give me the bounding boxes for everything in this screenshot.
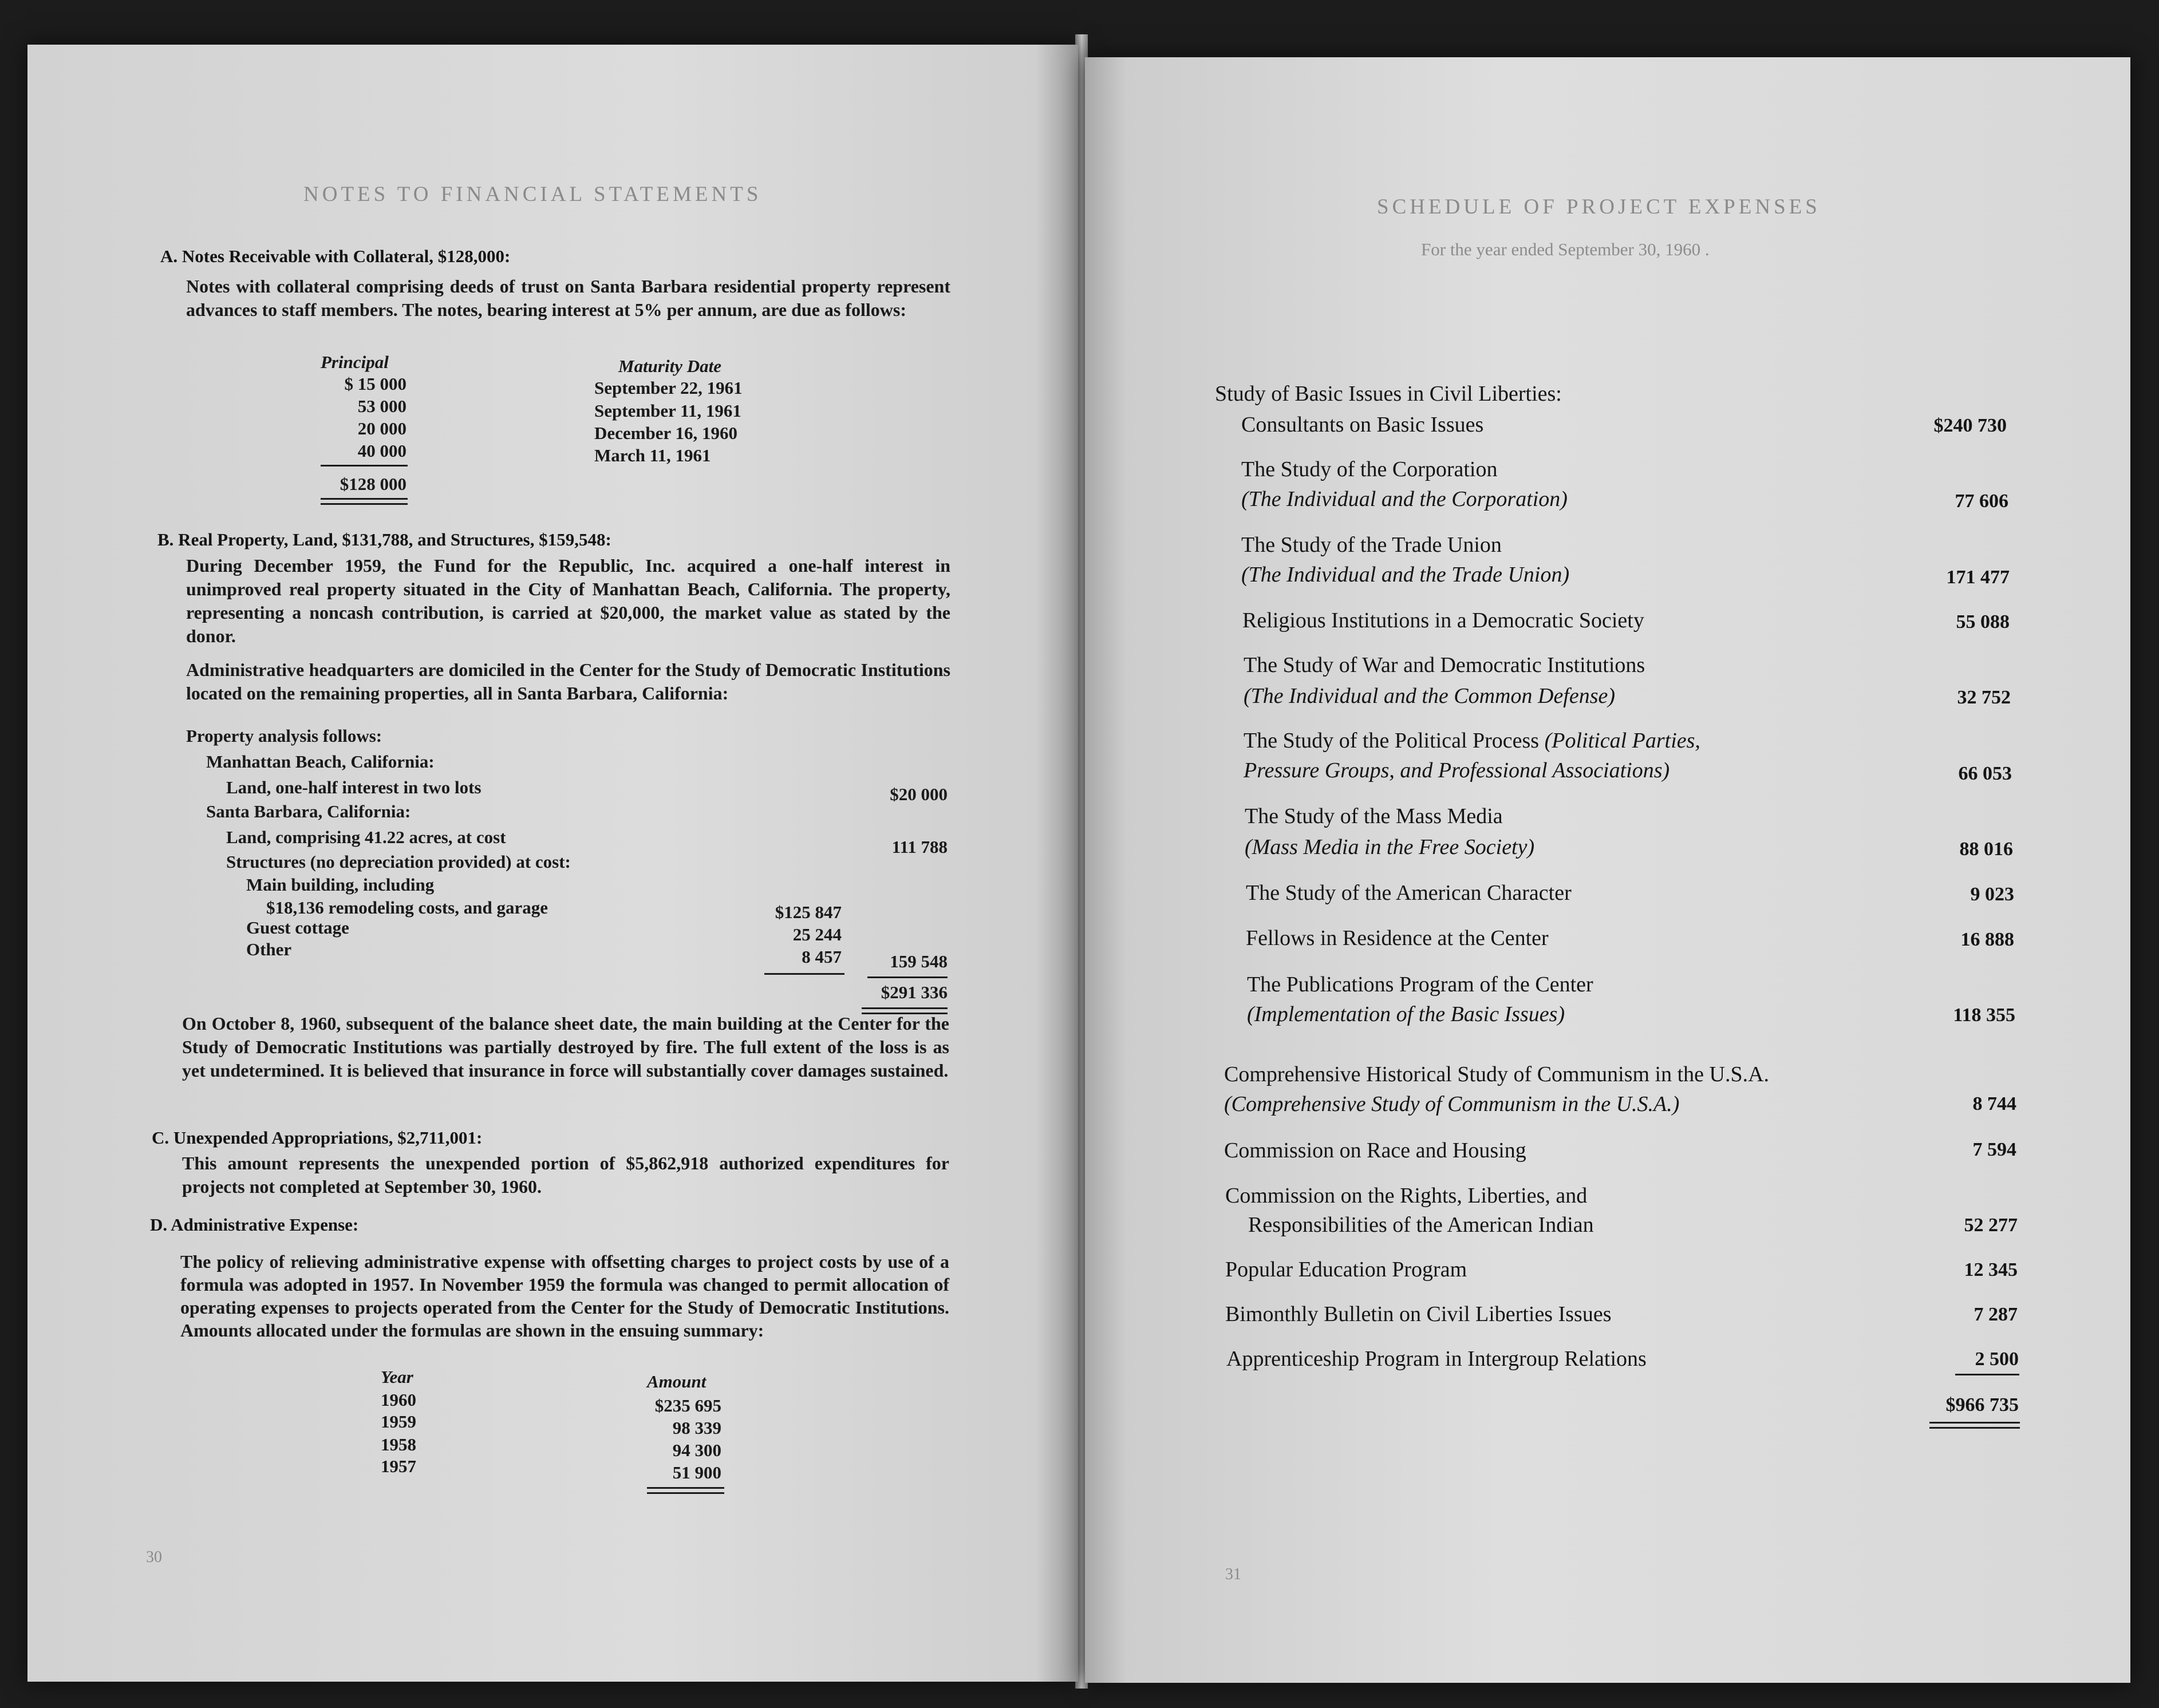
manhattan-beach-label: Manhattan Beach, California:: [206, 752, 435, 772]
section-c-text: This amount represents the unexpended portion of $5,862,918 authorized expenditures for projects not completed at September 30, 1960.: [182, 1153, 949, 1197]
amount-row-4: 51 900: [672, 1462, 721, 1482]
property-subtotal-rule: [867, 976, 948, 978]
item-american-indian-sub: Responsibilities of the American Indian: [1248, 1213, 1594, 1237]
item-apprenticeship: Apprenticeship Program in Intergroup Relations: [1226, 1347, 1647, 1371]
item-political-sub: Pressure Groups, and Professional Associations): [1244, 758, 1670, 782]
item-political-amount: 66 053: [1958, 763, 2012, 784]
item-communism-amount: 8 744: [1972, 1093, 2016, 1114]
item-trade-union-sub: (The Individual and the Trade Union): [1241, 563, 1570, 587]
item-consultants: Consultants on Basic Issues: [1241, 413, 1484, 437]
manhattan-land-label: Land, one-half interest in two lots: [226, 777, 481, 797]
project-total-rule: [1929, 1422, 2020, 1429]
sb-land-amount: 111 788: [891, 837, 948, 857]
item-consultants-amount: $240 730: [1933, 415, 2007, 436]
section-d-heading: D. Administrative Expense:: [150, 1215, 359, 1235]
item-race-housing: Commission on Race and Housing: [1224, 1138, 1526, 1163]
other-structures-label: Other: [246, 939, 292, 959]
main-building-amount: $125 847: [775, 902, 842, 922]
item-mass-media-amount: 88 016: [1959, 839, 2013, 860]
guest-cottage-amount: 25 244: [792, 924, 842, 944]
amount-row-3: 94 300: [672, 1440, 721, 1460]
maturity-row-4: March 11, 1961: [594, 445, 711, 465]
item-american-indian: Commission on the Rights, Liberties, and: [1225, 1184, 1588, 1208]
item-publications-amount: 118 355: [1953, 1005, 2015, 1026]
section-b-para1: During December 1959, the Fund for the Republic, Inc. acquired a one-half interest in unimproved real property situated in the City of Manhattan Beach, California. The property, representing a noncash contribution, is carried at $20,000, the market value as stated by the donor.: [186, 555, 950, 646]
amount-row-2: 98 339: [672, 1418, 721, 1438]
item-popular-education: Popular Education Program: [1225, 1258, 1467, 1282]
item-corporation: The Study of the Corporation: [1241, 457, 1498, 481]
item-mass-media-sub: (Mass Media in the Free Society): [1245, 835, 1535, 859]
right-page-number: 31: [1225, 1565, 1241, 1583]
group-heading: Study of Basic Issues in Civil Liberties:: [1215, 382, 1562, 406]
section-a-heading: A. Notes Receivable with Collateral, $128,000:: [160, 246, 511, 266]
project-expenses-total: $966 735: [1945, 1394, 2019, 1416]
year-row-1: 1960: [381, 1390, 416, 1410]
item-publications: The Publications Program of the Center: [1247, 972, 1593, 997]
item-war-sub: (The Individual and the Common Defense): [1244, 684, 1616, 708]
item-race-housing-amount: 7 594: [1972, 1139, 2016, 1160]
year-row-2: 1959: [381, 1412, 416, 1432]
left-page-number: 30: [146, 1548, 162, 1566]
item-corporation-sub: (The Individual and the Corporation): [1241, 487, 1568, 511]
manhattan-land-amount: $20 000: [890, 784, 948, 804]
item-corporation-amount: 77 606: [1955, 491, 2008, 512]
item-war-amount: 32 752: [1957, 687, 2011, 708]
item-fellows: Fellows in Residence at the Center: [1246, 926, 1549, 950]
item-trade-union: The Study of the Trade Union: [1241, 533, 1502, 557]
section-b-heading: B. Real Property, Land, $131,788, and Structures, $159,548:: [157, 529, 611, 549]
main-building-label: Main building, including: [246, 875, 435, 895]
item-bimonthly-bulletin-amount: 7 287: [1974, 1304, 2018, 1325]
principal-subtotal-rule: [321, 465, 408, 466]
principal-row-3: 20 000: [357, 418, 406, 438]
item-american-character-amount: 9 023: [1970, 884, 2014, 905]
amount-row-1: $235 695: [654, 1395, 721, 1416]
structures-subtotal-rule: [764, 973, 844, 975]
item-political: The Study of the Political Process (Political Parties,: [1244, 729, 1700, 753]
section-c-heading: C. Unexpended Appropriations, $2,711,001:: [152, 1128, 483, 1148]
right-page-subheader: For the year ended September 30, 1960 .: [1421, 239, 1710, 259]
section-d-text: The policy of relieving administrative expense with offsetting charges to project costs by use of a formula was adopted in 1957. In November 1959 the formula was changed to permit allocation of operating expenses to projects operated from the Center for the Study of Democratic Institutions. Amounts allocated under the formulas are shown in the ensuing summary:: [180, 1251, 949, 1341]
item-mass-media: The Study of the Mass Media: [1245, 804, 1503, 828]
right-page-header: SCHEDULE OF PROJECT EXPENSES: [1377, 195, 1821, 219]
section-b-para2: Administrative headquarters are domiciled in the Center for the Study of Democratic Institutions located on the remaining properties, all in Santa Barbara, California:: [186, 659, 950, 703]
principal-row-1: $ 15 000: [344, 374, 406, 394]
item-fellows-amount: 16 888: [1960, 929, 2014, 950]
item-religious-amount: 55 088: [1956, 611, 2010, 632]
project-subtotal-rule: [1955, 1374, 2019, 1375]
item-war: The Study of War and Democratic Institutions: [1244, 653, 1645, 677]
year-col-header: Year: [381, 1367, 413, 1387]
item-communism: Comprehensive Historical Study of Communism in the U.S.A.: [1224, 1062, 1770, 1086]
item-popular-education-amount: 12 345: [1964, 1259, 2018, 1280]
property-analysis-intro: Property analysis follows:: [186, 726, 382, 746]
sb-land-label: Land, comprising 41.22 acres, at cost: [226, 827, 506, 847]
item-publications-sub: (Implementation of the Basic Issues): [1247, 1002, 1565, 1026]
right-page: [1085, 57, 2130, 1683]
year-row-4: 1957: [381, 1456, 416, 1476]
principal-row-4: 40 000: [357, 441, 406, 461]
principal-total-rule: [321, 498, 408, 505]
section-b-para3: On October 8, 1960, subsequent of the balance sheet date, the main building at the Center for the Study of Democratic Institutions was partially destroyed by fire. The full extent of the loss is as yet undetermined. It is believed that insurance in force will substantially cover damages sustained.: [182, 1013, 949, 1081]
item-religious: Religious Institutions in a Democratic Society: [1242, 608, 1644, 632]
item-american-indian-amount: 52 277: [1964, 1215, 2018, 1236]
maturity-row-1: September 22, 1961: [594, 378, 743, 398]
item-communism-sub: (Comprehensive Study of Communism in the U.S.A.): [1224, 1092, 1680, 1116]
main-building-label-2: $18,136 remodeling costs, and garage: [266, 898, 548, 918]
principal-col-header: Principal: [321, 352, 389, 372]
item-apprenticeship-amount: 2 500: [1975, 1349, 2019, 1370]
guest-cottage-label: Guest cottage: [246, 918, 349, 938]
item-trade-union-amount: 171 477: [1946, 567, 2010, 588]
maturity-row-3: December 16, 1960: [594, 423, 737, 443]
structures-label: Structures (no depreciation provided) at cost:: [226, 852, 571, 872]
item-american-character: The Study of the American Character: [1246, 881, 1572, 905]
other-structures-amount: 8 457: [802, 947, 842, 967]
section-a-text: Notes with collateral comprising deeds of trust on Santa Barbara residential property represent advances to staff members. The notes, bearing interest at 5% per annum, are due as follows:: [186, 276, 950, 320]
year-row-3: 1958: [381, 1434, 416, 1454]
left-page-header: NOTES TO FINANCIAL STATEMENTS: [303, 183, 762, 206]
property-grand-total: $291 336: [881, 982, 948, 1002]
maturity-col-header: Maturity Date: [618, 356, 721, 376]
maturity-row-2: September 11, 1961: [594, 401, 741, 421]
structures-total-amount: 159 548: [890, 951, 948, 971]
item-bimonthly-bulletin: Bimonthly Bulletin on Civil Liberties Issues: [1225, 1302, 1612, 1326]
principal-row-2: 53 000: [357, 396, 406, 416]
principal-total: $128 000: [340, 474, 406, 494]
santa-barbara-label: Santa Barbara, California:: [206, 801, 411, 821]
admin-expense-total-rule: [647, 1487, 724, 1494]
amount-col-header: Amount: [647, 1371, 706, 1391]
